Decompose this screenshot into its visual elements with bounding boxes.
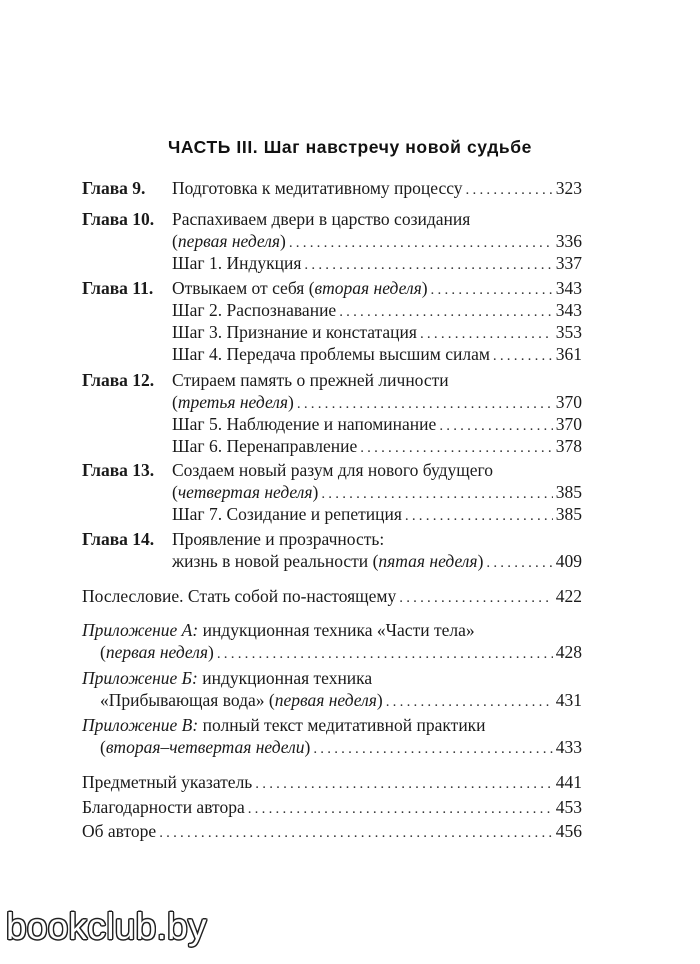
page-number: 370 [555, 414, 582, 434]
dot-leader [493, 344, 553, 368]
chapter-9-label: Глава 9. [82, 178, 146, 198]
page-number: 385 [555, 482, 582, 502]
entry-title: Шаг 3. Признание и констатация [172, 322, 417, 342]
toc-entry[interactable] [172, 458, 582, 482]
entry-title: Проявление и прозрачность: [172, 529, 385, 549]
entry-title: Шаг 1. Индукция [172, 253, 302, 273]
toc-entry[interactable] [172, 276, 582, 300]
dot-leader [255, 772, 552, 796]
page-number: 385 [555, 504, 582, 524]
entry-title: Стираем память о прежней личности [172, 370, 449, 390]
entry-title: Послесловие. Стать собой по-настоящему [82, 586, 397, 606]
page-number: 433 [555, 737, 582, 757]
toc-entry[interactable] [172, 527, 582, 551]
toc-entry[interactable] [172, 298, 582, 322]
entry-title: жизнь в новой реальности (пятая неделя) [172, 551, 484, 571]
afterword-entry[interactable] [82, 584, 582, 608]
toc-entry[interactable] [172, 176, 582, 200]
entry-title: Приложение В: полный текст медитативной практики [82, 715, 486, 735]
entry-title: Благодарности автора [82, 797, 245, 817]
entry-title: Шаг 6. Перенаправление [172, 436, 358, 456]
toc-entry[interactable] [172, 412, 582, 436]
entry-title: Распахиваем двери в царство созидания [172, 209, 471, 229]
entry-title: Отвыкаем от себя (вторая неделя) [172, 278, 428, 298]
part-title: ЧАСТЬ III. Шаг навстречу новой судьбе [167, 137, 532, 157]
appendix-entry[interactable] [100, 640, 582, 664]
page-number: 337 [555, 253, 582, 273]
page-number: 323 [555, 178, 582, 198]
entry-title: (вторая–четвертая недели) [100, 737, 311, 757]
page-number: 456 [555, 821, 582, 841]
page-number: 428 [555, 642, 582, 662]
entry-title: (четвертая неделя) [172, 482, 319, 502]
appendix-entry[interactable] [100, 735, 582, 759]
entry-week: вторая–четвертая недели [105, 737, 305, 757]
toc-entry[interactable] [172, 251, 582, 275]
dot-leader [386, 690, 553, 714]
entry-week: первая неделя [105, 642, 209, 662]
toc-entry[interactable] [172, 480, 582, 504]
entry-week: первая неделя [274, 690, 377, 710]
page-number: 353 [555, 322, 582, 342]
dot-leader [217, 642, 553, 666]
page-number: 431 [555, 690, 582, 710]
entry-title: (третья неделя) [172, 392, 294, 412]
dot-leader [248, 797, 553, 821]
entry-title: Приложение Б: индукционная техника [82, 668, 373, 688]
entry-week: вторая неделя [314, 278, 422, 298]
page-number: 422 [555, 586, 582, 606]
dot-leader [405, 504, 553, 528]
dot-leader [466, 178, 553, 202]
entry-title: Шаг 2. Распознавание [172, 300, 337, 320]
chapter-13-label: Глава 13. [82, 460, 155, 480]
appendix-title: Приложение А: [82, 620, 199, 640]
appendix-entry[interactable] [82, 666, 582, 690]
toc-entry[interactable] [172, 549, 582, 573]
entry-title: Шаг 4. Передача проблемы высшим силам [172, 344, 490, 364]
chapter-10-label: Глава 10. [82, 209, 155, 229]
page-number: 453 [555, 797, 582, 817]
entry-title: Об авторе [82, 821, 157, 841]
dot-leader [360, 436, 553, 460]
page-number: 343 [555, 278, 582, 298]
entry-title: Подготовка к медитативному процессу [172, 178, 463, 198]
chapter-14-label: Глава 14. [82, 529, 155, 549]
page-number: 336 [555, 231, 582, 251]
dot-leader [304, 253, 552, 277]
toc-entry[interactable] [172, 434, 582, 458]
appendix-title: Приложение В: [82, 715, 199, 735]
entry-title: Предметный указатель [82, 772, 253, 792]
page-number: 378 [555, 436, 582, 456]
entry-title: Шаг 7. Созидание и репетиция [172, 504, 402, 524]
dot-leader [159, 821, 553, 845]
page-number: 370 [555, 392, 582, 412]
page-number: 343 [555, 300, 582, 320]
appendix-entry[interactable] [82, 618, 582, 642]
page-number: 361 [555, 344, 582, 364]
page-number: 441 [555, 772, 582, 792]
entry-week: четвертая неделя [177, 482, 313, 502]
page-number: 409 [555, 551, 582, 571]
toc-entry[interactable] [172, 390, 582, 414]
toc-entry[interactable] [82, 770, 582, 794]
toc-entry[interactable] [172, 368, 582, 392]
toc-entry[interactable] [172, 207, 582, 231]
entry-title: (первая неделя) [100, 642, 214, 662]
appendix-entry[interactable] [82, 713, 582, 737]
entry-title: Приложение А: индукционная техника «Части тела» [82, 620, 475, 640]
dot-leader [313, 737, 552, 761]
entry-title: «Прибывающая вода» (первая неделя) [100, 690, 383, 710]
entry-title: Создаем новый разум для нового будущего [172, 460, 494, 480]
entry-week: пятая неделя [378, 551, 478, 571]
chapter-11-label: Глава 11. [82, 278, 154, 298]
appendix-entry[interactable] [100, 688, 582, 712]
entry-week: первая неделя [177, 231, 281, 251]
entry-week: третья неделя [177, 392, 289, 412]
toc-entry[interactable] [82, 819, 582, 843]
chapter-12-label: Глава 12. [82, 370, 155, 390]
toc-entry[interactable] [172, 342, 582, 366]
toc-entry[interactable] [82, 795, 582, 819]
toc-entry[interactable] [172, 229, 582, 253]
watermark-logo: bookclub.by [6, 906, 207, 947]
entry-title: (первая неделя) [172, 231, 286, 251]
entry-title: Шаг 5. Наблюдение и напоминание [172, 414, 437, 434]
toc-entry[interactable] [172, 320, 582, 344]
dot-leader [399, 586, 553, 610]
toc-entry[interactable] [172, 502, 582, 526]
dot-leader [486, 551, 552, 575]
appendix-title: Приложение Б: [82, 668, 198, 688]
